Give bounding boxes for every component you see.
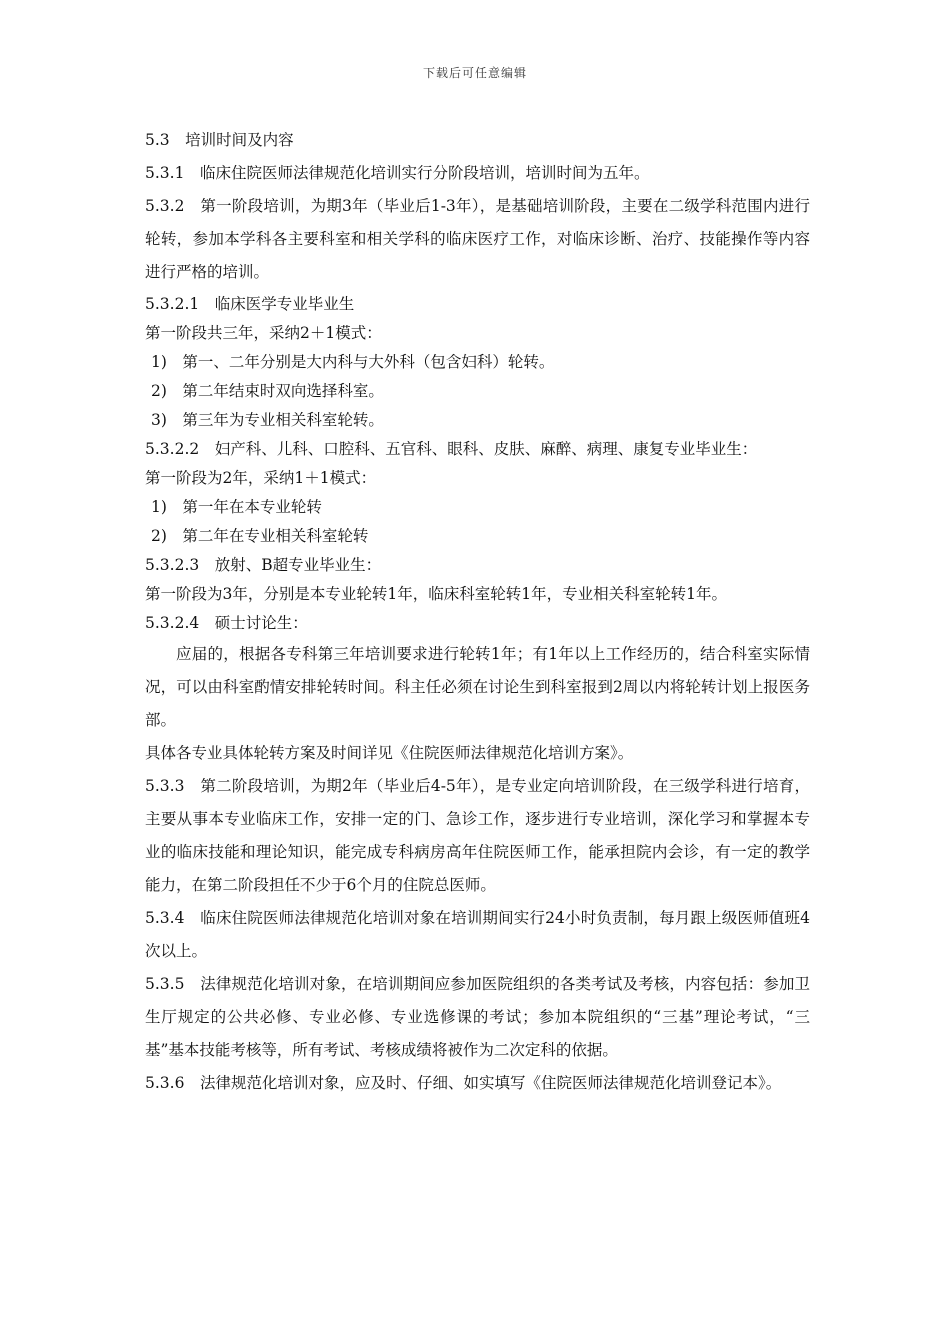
- paragraph-rotation-plan-reference: 具体各专业具体轮转方案及时间详见《住院医师法律规范化培训方案》。: [145, 744, 634, 762]
- paragraph-5-3-3: 5.3.3 第二阶段培训，为期2年（毕业后4-5年），是专业定向培训阶段，在三级学科进行培育，主要从事本专业临床工作，安排一定的门、急诊工作，逐步进行专业培训，深化学习和掌握本专业的临床技能和理论知识，能完成专科病房高年住院医师工作，能承担院内会诊，有一定的教学能力，在第二阶段担任不少于6个月的住院总医师。: [145, 777, 810, 894]
- list-item: 2) 第二年在专业相关科室轮转: [151, 527, 369, 545]
- list-item: 1) 第一、二年分别是大内科与大外科（包含妇科）轮转。: [151, 353, 555, 371]
- paragraph-5-3-2: 5.3.2 第一阶段培训，为期3年（毕业后1-3年），是基础培训阶段，主要在二级学科范围内进行轮转，参加本学科各主要科室和相关学科的临床医疗工作，对临床诊断、治疗、技能操作等内容进行严格的培训。: [145, 197, 810, 281]
- paragraph-stage-one-clinical: 第一阶段共三年，采纳2＋1模式：: [145, 324, 382, 342]
- subheading-5-3-2-3: 5.3.2.3 放射、B超专业毕业生：: [145, 556, 382, 574]
- paragraph-5-3-5: 5.3.5 法律规范化培训对象，在培训期间应参加医院组织的各类考试及考核，内容包括：参加卫生厅规定的公共必修、专业必修、专业选修课的考试；参加本院组织的“三基”理论考试，“三基”基本技能考核等，所有考试、考核成绩将被作为二次定科的依据。: [145, 975, 810, 1059]
- list-item: 1) 第一年在本专业轮转: [151, 498, 322, 516]
- section-heading-5-3: 5.3 培训时间及内容: [145, 131, 294, 149]
- list-item: 3) 第三年为专业相关科室轮转。: [151, 411, 384, 429]
- paragraph-graduate-students: 应届的，根据各专科第三年培训要求进行轮转1年；有1年以上工作经历的，结合科室实际情况，可以由科室酌情安排轮转时间。科主任必须在讨论生到科室报到2周以内将轮转计划上报医务部。: [145, 645, 810, 729]
- document-body: [145, 124, 810, 1100]
- subheading-5-3-2-4: 5.3.2.4 硕士讨论生：: [145, 614, 308, 632]
- subheading-5-3-2-2: 5.3.2.2 妇产科、儿科、口腔科、五官科、眼科、皮肤、麻醉、病理、康复专业毕业生：: [145, 440, 758, 458]
- subheading-5-3-2-1: 5.3.2.1 临床医学专业毕业生: [145, 295, 355, 313]
- page-header: 下载后可任意编辑: [422, 66, 527, 80]
- paragraph-5-3-1: 5.3.1 临床住院医师法律规范化培训实行分阶段培训，培训时间为五年。: [145, 164, 650, 182]
- list-item: 2) 第二年结束时双向选择科室。: [151, 382, 384, 400]
- paragraph-5-3-4: 5.3.4 临床住院医师法律规范化培训对象在培训期间实行24小时负责制，每月跟上级医师值班4次以上。: [145, 909, 810, 960]
- paragraph-5-3-6: 5.3.6 法律规范化培训对象，应及时、仔细、如实填写《住院医师法律规范化培训登记本》。: [145, 1074, 782, 1092]
- paragraph-stage-one-specialty: 第一阶段为2年，采纳1＋1模式：: [145, 469, 377, 487]
- paragraph-stage-one-radiology: 第一阶段为3年，分别是本专业轮转1年，临床科室轮转1年，专业相关科室轮转1年。: [145, 585, 727, 603]
